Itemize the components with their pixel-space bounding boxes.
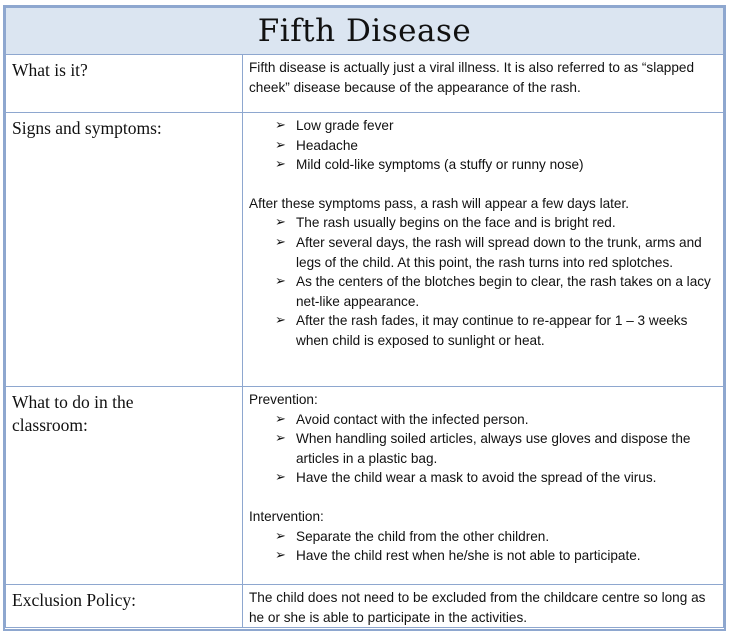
arrow-bullet-icon: ➢ — [275, 234, 286, 250]
rash-intro-text: After these symptoms pass, a rash will appear a few days later. — [249, 195, 630, 211]
arrow-bullet-icon: ➢ — [275, 274, 286, 290]
intervention-heading: Intervention: — [249, 508, 324, 524]
content-what-is-it — [243, 55, 724, 113]
list-item: ➢ Separate the child from the other children. — [249, 527, 717, 547]
exclusion-policy-text: The child does not need to be excluded from the childcare centre so long as he or she is able to participate in the activities. — [249, 590, 706, 625]
list-item: ➢ Avoid contact with the infected person. — [249, 410, 717, 430]
arrow-bullet-icon: ➢ — [275, 137, 286, 153]
list-item: ➢ Low grade fever — [249, 116, 717, 136]
prevention-list — [249, 410, 717, 488]
info-table — [5, 7, 724, 628]
list-item: ➢ As the centers of the blotches begin to clear, the rash takes on a lacy net-like appearance. — [275, 274, 711, 309]
content-exclusion-policy — [243, 585, 724, 628]
label-classroom: What to do in the classroom: — [6, 387, 243, 585]
list-item: ➢ The rash usually begins on the face and is bright red. — [249, 213, 717, 233]
list-item: ➢ When handling soiled articles, always use gloves and dispose the articles in a plastic bag. — [275, 431, 691, 466]
list-item: ➢ Have the child wear a mask to avoid the spread of the virus. — [249, 468, 717, 488]
row-exclusion-policy — [6, 585, 724, 628]
label-exclusion-policy: Exclusion Policy: — [6, 585, 243, 628]
content-classroom — [243, 387, 724, 585]
list-item: ➢ After several days, the rash will spread down to the trunk, arms and legs of the child. At this point, the rash turns into red splotches. — [275, 234, 702, 270]
arrow-bullet-icon: ➢ — [275, 470, 286, 486]
list-item: ➢ After the rash fades, it may continue to re-appear for 1 – 3 weeks when child is exposed to sunlight or heat. — [275, 313, 688, 348]
page-title: Fifth Disease — [6, 8, 724, 55]
rash-progression-list — [249, 213, 717, 350]
content-signs-symptoms — [243, 113, 724, 387]
prevention-heading: Prevention: — [249, 392, 318, 407]
arrow-bullet-icon: ➢ — [275, 215, 286, 231]
list-item: ➢ Have the child rest when he/she is not able to participate. — [249, 546, 717, 566]
initial-symptoms-list — [249, 116, 717, 175]
intervention-list — [249, 527, 717, 566]
list-item: ➢ Headache — [249, 136, 717, 156]
arrow-bullet-icon: ➢ — [275, 548, 286, 564]
label-what-is-it: What is it? — [6, 55, 243, 113]
arrow-bullet-icon: ➢ — [275, 157, 286, 173]
arrow-bullet-icon: ➢ — [275, 528, 286, 544]
fifth-disease-table — [3, 5, 726, 631]
row-signs-symptoms — [6, 113, 724, 387]
arrow-bullet-icon: ➢ — [275, 118, 286, 133]
row-what-is-it — [6, 55, 724, 113]
what-is-it-text: Fifth disease is actually just a viral illness. It is also referred to as “slapped cheek” disease because of the appearance of the rash. — [249, 60, 695, 95]
label-signs-symptoms: Signs and symptoms: — [6, 113, 243, 387]
arrow-bullet-icon: ➢ — [275, 411, 286, 427]
list-item: ➢ Mild cold-like symptoms (a stuffy or runny nose) — [249, 155, 717, 175]
row-classroom — [6, 387, 724, 585]
arrow-bullet-icon: ➢ — [275, 313, 286, 329]
arrow-bullet-icon: ➢ — [275, 431, 286, 447]
title-row — [6, 8, 724, 55]
